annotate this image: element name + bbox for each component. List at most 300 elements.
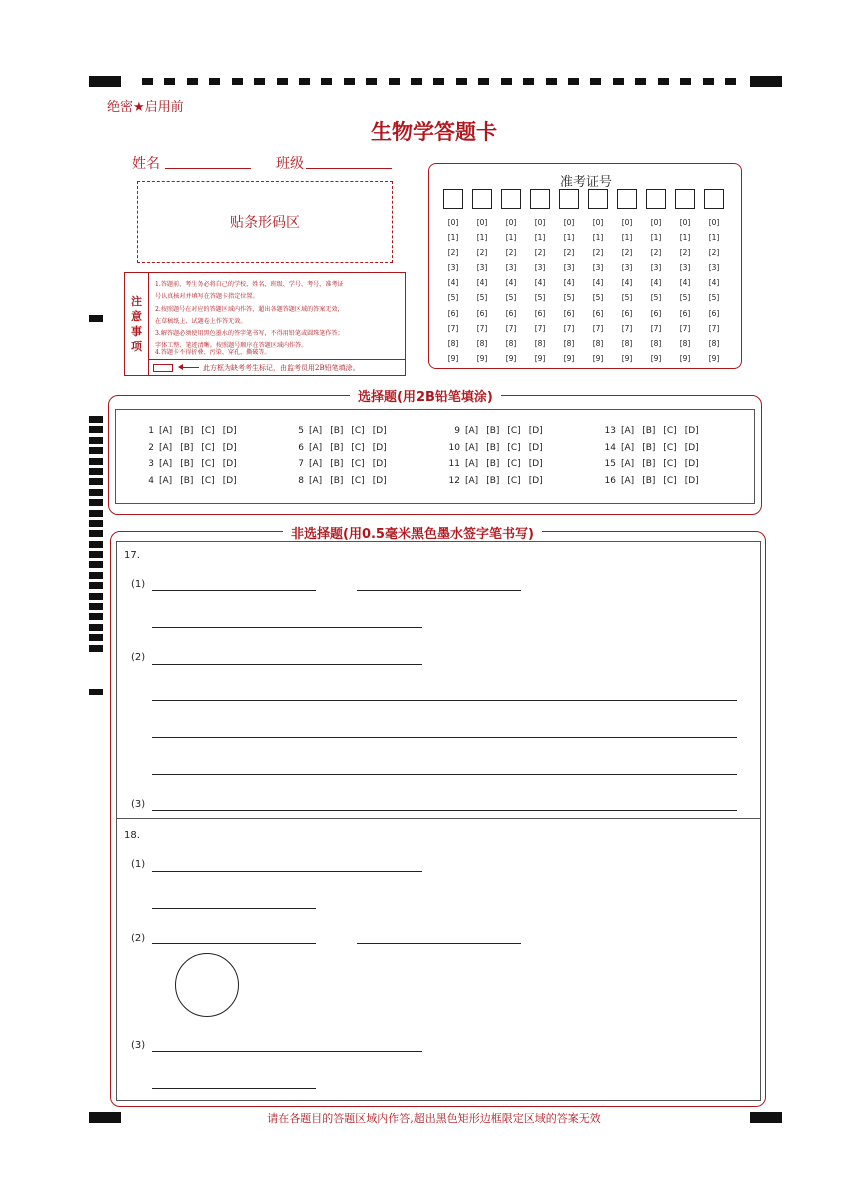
exam-id-digit-bubble[interactable]: [9] bbox=[650, 353, 662, 363]
exam-id-digit-bubble[interactable]: [2] bbox=[534, 248, 546, 258]
mc-question-number: 2 bbox=[148, 443, 154, 453]
page-title: 生物学答题卡 bbox=[371, 120, 497, 144]
notice-line: 字体工整、笔迹清晰。按照题号顺序在答题区域内作答。 bbox=[155, 342, 308, 350]
exam-id-digit-bubble[interactable]: [6] bbox=[476, 308, 488, 318]
side-timing-mark bbox=[89, 582, 103, 589]
exam-id-digit-bubble[interactable]: [4] bbox=[476, 278, 488, 288]
side-timing-mark bbox=[89, 489, 103, 496]
mc-option-bubble[interactable]: [B] bbox=[642, 476, 656, 486]
exam-id-digit-bubble[interactable]: [1] bbox=[476, 233, 488, 243]
mc-option-bubble[interactable]: [B] bbox=[330, 426, 344, 436]
exam-id-digit-bubble[interactable]: [1] bbox=[534, 233, 546, 243]
mc-option-bubble[interactable]: [B] bbox=[330, 476, 344, 486]
exam-id-digit-bubble[interactable]: [6] bbox=[447, 308, 459, 318]
exam-id-digit-bubble[interactable]: [9] bbox=[447, 353, 459, 363]
timing-dash bbox=[546, 78, 557, 85]
timing-dash bbox=[725, 78, 736, 85]
mc-option-bubble[interactable]: [A] bbox=[621, 443, 635, 453]
mc-option-bubble[interactable]: [D] bbox=[372, 459, 387, 469]
mc-option-bubble[interactable]: [B] bbox=[486, 443, 500, 453]
mc-option-bubble[interactable]: [C] bbox=[201, 459, 215, 469]
exam-id-digit-bubble[interactable]: [0] bbox=[679, 218, 691, 227]
timing-track-top bbox=[142, 78, 736, 85]
mc-option-bubble[interactable]: [D] bbox=[528, 459, 543, 469]
exam-id-digit-bubble[interactable]: [6] bbox=[679, 308, 691, 318]
mc-option-bubble[interactable]: [C] bbox=[201, 426, 215, 436]
mc-option-bubble[interactable]: [D] bbox=[372, 443, 387, 453]
exam-id-digit-bubble[interactable]: [1] bbox=[447, 233, 459, 243]
notice-text bbox=[155, 279, 403, 353]
mc-option-bubble[interactable]: [C] bbox=[351, 459, 365, 469]
mc-option-bubble[interactable]: [A] bbox=[309, 459, 323, 469]
exam-id-column bbox=[501, 189, 521, 366]
corner-mark-top-left bbox=[89, 76, 121, 87]
mc-option-bubble[interactable]: [C] bbox=[663, 426, 677, 436]
timing-dash bbox=[456, 78, 467, 85]
mc-option-bubble[interactable]: [C] bbox=[663, 459, 677, 469]
exam-id-digit-bubble[interactable]: [8] bbox=[708, 338, 720, 348]
exam-id-digit-bubble[interactable]: [7] bbox=[679, 323, 691, 333]
timing-dash bbox=[703, 78, 714, 85]
exam-id-digit-bubble[interactable]: [5] bbox=[534, 293, 546, 303]
confidential-label: 绝密★启用前 bbox=[107, 100, 184, 115]
exam-id-digit-bubble[interactable]: [5] bbox=[708, 293, 720, 303]
timing-dash bbox=[232, 78, 243, 85]
side-timing-mark bbox=[89, 572, 103, 579]
class-label: 班级 bbox=[276, 156, 304, 172]
mc-question-number: 9 bbox=[454, 426, 460, 436]
exam-id-column bbox=[588, 189, 608, 366]
exam-id-digit-bubble[interactable]: [5] bbox=[679, 293, 691, 303]
exam-id-digit-bubble[interactable]: [4] bbox=[592, 278, 604, 288]
notice-line: 1.答题前，考生务必将自己的学校、姓名、班级、学号、考号、准考证 bbox=[155, 281, 344, 288]
exam-id-digit-bubble[interactable]: [4] bbox=[621, 278, 633, 288]
mc-option-bubble[interactable]: [A] bbox=[159, 443, 173, 453]
exam-id-digit-bubble[interactable]: [6] bbox=[621, 308, 633, 318]
answer-line[interactable] bbox=[152, 871, 422, 872]
exam-id-digit-bubble[interactable]: [4] bbox=[679, 278, 691, 288]
timing-dash bbox=[680, 78, 691, 85]
mc-question-row bbox=[288, 459, 395, 469]
mc-question-number: 6 bbox=[298, 443, 304, 453]
exam-id-digit-bubble[interactable]: [3] bbox=[679, 263, 691, 273]
timing-dash bbox=[635, 78, 646, 85]
exam-id-digit-bubble[interactable]: [9] bbox=[592, 353, 604, 363]
exam-id-digit-bubble[interactable]: [3] bbox=[592, 263, 604, 273]
notice-heading-char: 项 bbox=[131, 340, 142, 353]
exam-id-digit-bubble[interactable]: [5] bbox=[621, 293, 633, 303]
mc-option-bubble[interactable]: [A] bbox=[465, 443, 479, 453]
exam-id-box bbox=[428, 163, 742, 369]
side-timing-mark bbox=[89, 510, 103, 517]
mc-question-row bbox=[444, 476, 551, 486]
exam-id-digit-bubble[interactable]: [1] bbox=[708, 233, 720, 243]
side-mark bbox=[89, 315, 103, 322]
timing-dash bbox=[658, 78, 669, 85]
timing-dash bbox=[501, 78, 512, 85]
question-18-part-3: (3) bbox=[131, 1040, 146, 1051]
mc-question-row bbox=[288, 476, 395, 486]
exam-id-digit-bubble[interactable]: [4] bbox=[447, 278, 459, 288]
answer-line[interactable] bbox=[152, 1051, 422, 1052]
exam-id-digit-bubble[interactable]: [9] bbox=[679, 353, 691, 363]
exam-id-input-cell[interactable] bbox=[646, 189, 666, 209]
exam-id-grid bbox=[443, 189, 724, 366]
timing-dash bbox=[164, 78, 175, 85]
side-timing-mark bbox=[89, 530, 103, 537]
exam-id-digit-bubble[interactable]: [5] bbox=[505, 293, 517, 303]
exam-id-input-cell[interactable] bbox=[472, 189, 492, 209]
exam-id-column bbox=[472, 189, 492, 366]
exam-id-digit-bubble[interactable]: [7] bbox=[621, 323, 633, 333]
exam-id-digit-bubble[interactable]: [0] bbox=[563, 218, 575, 227]
mc-option-bubble[interactable]: [C] bbox=[201, 476, 215, 486]
side-timing-mark bbox=[89, 541, 103, 548]
absent-mark-text: 此方框为缺考考生标记，由监考员用2B铅笔填涂。 bbox=[203, 363, 360, 372]
notice-line: 4.答题卡不得折叠、污染、穿孔、撕破等。 bbox=[155, 349, 271, 356]
exam-id-column bbox=[704, 189, 724, 366]
exam-id-digit-bubble[interactable]: [2] bbox=[505, 248, 517, 258]
mc-option-bubble[interactable]: [D] bbox=[684, 459, 699, 469]
answer-line[interactable] bbox=[357, 590, 521, 591]
mc-option-bubble[interactable]: [C] bbox=[351, 426, 365, 436]
timing-dash bbox=[277, 78, 288, 85]
exam-id-digit-bubble[interactable]: [4] bbox=[534, 278, 546, 288]
side-timing-mark bbox=[89, 613, 103, 620]
mc-question-row bbox=[138, 426, 245, 436]
answer-line[interactable] bbox=[152, 810, 737, 811]
exam-id-digit-bubble[interactable]: [8] bbox=[650, 338, 662, 348]
free-response-area bbox=[116, 541, 761, 1101]
exam-id-digit-bubble[interactable]: [4] bbox=[708, 278, 720, 288]
answer-line[interactable] bbox=[357, 943, 521, 944]
exam-id-digit-bubble[interactable]: [0] bbox=[476, 218, 488, 227]
barcode-area bbox=[137, 181, 393, 263]
timing-dash bbox=[613, 78, 624, 85]
mc-option-bubble[interactable]: [A] bbox=[621, 476, 635, 486]
exam-id-digit-bubble[interactable]: [3] bbox=[650, 263, 662, 273]
exam-id-digit-bubble[interactable]: [8] bbox=[505, 338, 517, 348]
mc-option-bubble[interactable]: [B] bbox=[642, 443, 656, 453]
exam-id-digit-bubble[interactable]: [3] bbox=[621, 263, 633, 273]
mc-option-bubble[interactable]: [C] bbox=[351, 443, 365, 453]
exam-id-digit-bubble[interactable]: [9] bbox=[534, 353, 546, 363]
exam-id-digit-bubble[interactable]: [2] bbox=[650, 248, 662, 258]
exam-id-digit-bubble[interactable]: [7] bbox=[563, 323, 575, 333]
exam-id-digit-bubble[interactable]: [7] bbox=[708, 323, 720, 333]
timing-dash bbox=[187, 78, 198, 85]
exam-id-digit-bubble[interactable]: [1] bbox=[505, 233, 517, 243]
mc-option-bubble[interactable]: [A] bbox=[465, 476, 479, 486]
mc-option-bubble[interactable]: [A] bbox=[159, 476, 173, 486]
exam-id-digit-bubble[interactable]: [8] bbox=[621, 338, 633, 348]
exam-id-digit-bubble[interactable]: [4] bbox=[650, 278, 662, 288]
exam-id-digit-bubble[interactable]: [0] bbox=[447, 218, 459, 227]
question-17-part-3: (3) bbox=[131, 799, 146, 810]
mc-option-bubble[interactable]: [D] bbox=[222, 476, 237, 486]
timing-dash bbox=[299, 78, 310, 85]
mc-option-bubble[interactable]: [A] bbox=[309, 426, 323, 436]
answer-line[interactable] bbox=[152, 1088, 316, 1089]
exam-id-digit-bubble[interactable]: [8] bbox=[476, 338, 488, 348]
mc-option-bubble[interactable]: [B] bbox=[180, 426, 194, 436]
side-timing-mark bbox=[89, 426, 103, 433]
mc-option-bubble[interactable]: [A] bbox=[465, 459, 479, 469]
timing-dash bbox=[321, 78, 332, 85]
notice-line: 号认真核对并填写在答题卡指定位置。 bbox=[155, 293, 259, 301]
mc-option-bubble[interactable]: [B] bbox=[330, 459, 344, 469]
mc-option-bubble[interactable]: [D] bbox=[528, 426, 543, 436]
timing-dash bbox=[254, 78, 265, 85]
mc-option-bubble[interactable]: [A] bbox=[621, 459, 635, 469]
side-timing-mark bbox=[89, 561, 103, 568]
answer-line[interactable] bbox=[152, 590, 316, 591]
exam-id-digit-bubble[interactable]: [2] bbox=[476, 248, 488, 258]
arrow-left-icon bbox=[179, 367, 199, 368]
exam-id-digit-bubble[interactable]: [0] bbox=[534, 218, 546, 227]
side-mark bbox=[89, 689, 103, 695]
mc-option-bubble[interactable]: [A] bbox=[621, 426, 635, 436]
mc-option-bubble[interactable]: [D] bbox=[372, 426, 387, 436]
exam-id-digit-bubble[interactable]: [6] bbox=[592, 308, 604, 318]
exam-id-digit-bubble[interactable]: [2] bbox=[679, 248, 691, 258]
exam-id-digit-bubble[interactable]: [1] bbox=[592, 233, 604, 243]
timing-dash bbox=[590, 78, 601, 85]
exam-id-digit-bubble[interactable]: [0] bbox=[505, 218, 517, 227]
side-timing-mark bbox=[89, 468, 103, 475]
side-timing-mark bbox=[89, 634, 103, 641]
question-18-part-1: (1) bbox=[131, 859, 146, 870]
exam-id-digit-bubble[interactable]: [3] bbox=[505, 263, 517, 273]
class-field[interactable] bbox=[306, 168, 392, 169]
mc-option-bubble[interactable]: [B] bbox=[180, 443, 194, 453]
name-field[interactable] bbox=[165, 168, 251, 169]
exam-id-column bbox=[530, 189, 550, 366]
mc-option-bubble[interactable]: [C] bbox=[507, 426, 521, 436]
exam-id-digit-bubble[interactable]: [5] bbox=[650, 293, 662, 303]
mc-option-bubble[interactable]: [D] bbox=[222, 426, 237, 436]
mc-option-bubble[interactable]: [A] bbox=[309, 443, 323, 453]
side-timing-mark bbox=[89, 551, 103, 558]
timing-dash bbox=[568, 78, 579, 85]
answer-line[interactable] bbox=[152, 908, 316, 909]
exam-id-digit-bubble[interactable]: [7] bbox=[447, 323, 459, 333]
absent-mark-row bbox=[149, 359, 405, 375]
exam-id-digit-bubble[interactable]: [8] bbox=[592, 338, 604, 348]
exam-id-digit-bubble[interactable]: [5] bbox=[447, 293, 459, 303]
drawing-circle bbox=[175, 953, 239, 1017]
mc-question-row bbox=[444, 459, 551, 469]
mc-option-bubble[interactable]: [A] bbox=[159, 426, 173, 436]
exam-id-digit-bubble[interactable]: [2] bbox=[563, 248, 575, 258]
mc-option-bubble[interactable]: [B] bbox=[180, 459, 194, 469]
exam-id-digit-bubble[interactable]: [7] bbox=[534, 323, 546, 333]
mc-option-bubble[interactable]: [D] bbox=[684, 426, 699, 436]
timing-dash bbox=[523, 78, 534, 85]
notice-heading bbox=[125, 273, 149, 375]
mc-option-bubble[interactable]: [C] bbox=[663, 476, 677, 486]
exam-id-digit-bubble[interactable]: [0] bbox=[650, 218, 662, 227]
exam-id-digit-bubble[interactable]: [6] bbox=[563, 308, 575, 318]
exam-id-digit-bubble[interactable]: [8] bbox=[563, 338, 575, 348]
exam-id-digit-bubble[interactable]: [9] bbox=[708, 353, 720, 363]
exam-id-digit-bubble[interactable]: [6] bbox=[534, 308, 546, 318]
mc-option-bubble[interactable]: [B] bbox=[330, 443, 344, 453]
mc-option-bubble[interactable]: [B] bbox=[486, 459, 500, 469]
mc-question-row bbox=[600, 476, 707, 486]
mc-question-row bbox=[444, 426, 551, 436]
answer-line[interactable] bbox=[152, 627, 422, 628]
exam-id-column bbox=[617, 189, 637, 366]
mc-question-row bbox=[600, 443, 707, 453]
exam-id-digit-bubble[interactable]: [0] bbox=[708, 218, 720, 227]
mc-option-bubble[interactable]: [A] bbox=[465, 426, 479, 436]
mc-question-row bbox=[138, 443, 245, 453]
exam-id-input-cell[interactable] bbox=[704, 189, 724, 209]
mc-option-bubble[interactable]: [A] bbox=[309, 476, 323, 486]
corner-mark-top-right bbox=[750, 76, 782, 87]
mc-option-bubble[interactable]: [D] bbox=[528, 476, 543, 486]
exam-id-digit-bubble[interactable]: [0] bbox=[592, 218, 604, 227]
mc-question-number: 16 bbox=[604, 476, 616, 486]
side-timing-mark bbox=[89, 416, 103, 423]
exam-id-column bbox=[443, 189, 463, 366]
mc-option-bubble[interactable]: [D] bbox=[222, 459, 237, 469]
side-timing-mark bbox=[89, 624, 103, 631]
answer-line[interactable] bbox=[152, 700, 737, 701]
mc-option-bubble[interactable]: [C] bbox=[351, 476, 365, 486]
timing-dash bbox=[389, 78, 400, 85]
exam-id-digit-bubble[interactable]: [8] bbox=[447, 338, 459, 348]
exam-id-digit-bubble[interactable]: [5] bbox=[563, 293, 575, 303]
side-timing-mark bbox=[89, 593, 103, 600]
exam-id-digit-bubble[interactable]: [6] bbox=[708, 308, 720, 318]
exam-id-input-cell[interactable] bbox=[443, 189, 463, 209]
exam-id-digit-bubble[interactable]: [2] bbox=[621, 248, 633, 258]
exam-id-digit-bubble[interactable]: [2] bbox=[592, 248, 604, 258]
exam-id-digit-bubble[interactable]: [9] bbox=[505, 353, 517, 363]
answer-line[interactable] bbox=[152, 774, 737, 775]
exam-id-title: 准考证号 bbox=[559, 175, 612, 190]
exam-id-digit-bubble[interactable]: [4] bbox=[505, 278, 517, 288]
mc-option-bubble[interactable]: [D] bbox=[222, 443, 237, 453]
mc-option-bubble[interactable]: [C] bbox=[663, 443, 677, 453]
exam-id-digit-bubble[interactable]: [2] bbox=[447, 248, 459, 258]
exam-id-input-cell[interactable] bbox=[588, 189, 608, 209]
mc-question-number: 8 bbox=[298, 476, 304, 486]
mc-option-bubble[interactable]: [D] bbox=[528, 443, 543, 453]
exam-id-input-cell[interactable] bbox=[675, 189, 695, 209]
mc-option-bubble[interactable]: [C] bbox=[507, 443, 521, 453]
exam-id-digit-bubble[interactable]: [1] bbox=[563, 233, 575, 243]
exam-id-digit-bubble[interactable]: [1] bbox=[621, 233, 633, 243]
exam-id-digit-bubble[interactable]: [3] bbox=[563, 263, 575, 273]
answer-line[interactable] bbox=[152, 664, 422, 665]
absent-mark-box[interactable] bbox=[153, 364, 173, 372]
exam-id-digit-bubble[interactable]: [9] bbox=[621, 353, 633, 363]
side-timing-mark bbox=[89, 499, 103, 506]
exam-id-input-cell[interactable] bbox=[530, 189, 550, 209]
mc-question-number: 4 bbox=[148, 476, 154, 486]
exam-id-digit-bubble[interactable]: [5] bbox=[592, 293, 604, 303]
exam-id-digit-bubble[interactable]: [1] bbox=[679, 233, 691, 243]
exam-id-digit-bubble[interactable]: [9] bbox=[476, 353, 488, 363]
exam-id-digit-bubble[interactable]: [8] bbox=[679, 338, 691, 348]
mc-option-bubble[interactable]: [B] bbox=[180, 476, 194, 486]
mc-question-number: 12 bbox=[448, 476, 460, 486]
question-18-part-2: (2) bbox=[131, 933, 146, 944]
name-label: 姓名 bbox=[132, 156, 160, 172]
mc-question-number: 10 bbox=[448, 443, 460, 453]
mc-question-number: 11 bbox=[448, 459, 460, 469]
question-17-part-2: (2) bbox=[131, 652, 146, 663]
mc-option-bubble[interactable]: [C] bbox=[507, 459, 521, 469]
timing-dash bbox=[142, 78, 153, 85]
exam-id-digit-bubble[interactable]: [9] bbox=[563, 353, 575, 363]
mc-option-bubble[interactable]: [B] bbox=[486, 426, 500, 436]
exam-id-digit-bubble[interactable]: [8] bbox=[534, 338, 546, 348]
mc-option-bubble[interactable]: [B] bbox=[642, 459, 656, 469]
question-17-number: 17. bbox=[124, 550, 140, 561]
exam-id-input-cell[interactable] bbox=[559, 189, 579, 209]
exam-id-digit-bubble[interactable]: [2] bbox=[708, 248, 720, 258]
exam-id-input-cell[interactable] bbox=[617, 189, 637, 209]
answer-line[interactable] bbox=[152, 737, 737, 738]
exam-id-digit-bubble[interactable]: [3] bbox=[708, 263, 720, 273]
exam-id-digit-bubble[interactable]: [3] bbox=[447, 263, 459, 273]
notice-line: 在草稿纸上、试题卷上作答无效。 bbox=[155, 317, 247, 325]
side-timing-mark bbox=[89, 645, 103, 652]
notice-text-last bbox=[155, 347, 403, 359]
exam-id-digit-bubble[interactable]: [7] bbox=[476, 323, 488, 333]
mc-option-bubble[interactable]: [B] bbox=[486, 476, 500, 486]
exam-id-digit-bubble[interactable]: [5] bbox=[476, 293, 488, 303]
mc-question-number: 15 bbox=[604, 459, 616, 469]
mc-option-bubble[interactable]: [C] bbox=[201, 443, 215, 453]
question-17-part-1: (1) bbox=[131, 579, 146, 590]
exam-id-digit-bubble[interactable]: [7] bbox=[650, 323, 662, 333]
mc-option-bubble[interactable]: [D] bbox=[372, 476, 387, 486]
exam-id-digit-bubble[interactable]: [4] bbox=[563, 278, 575, 288]
question-18-number: 18. bbox=[124, 830, 140, 841]
side-timing-mark bbox=[89, 603, 103, 610]
mc-option-bubble[interactable]: [D] bbox=[684, 476, 699, 486]
mc-question-number: 14 bbox=[604, 443, 616, 453]
exam-id-digit-bubble[interactable]: [3] bbox=[476, 263, 488, 273]
mc-option-bubble[interactable]: [D] bbox=[684, 443, 699, 453]
notice-box bbox=[124, 272, 406, 376]
answer-line[interactable] bbox=[152, 943, 316, 944]
mc-question-row bbox=[600, 459, 707, 469]
exam-id-digit-bubble[interactable]: [7] bbox=[592, 323, 604, 333]
exam-id-digit-bubble[interactable]: [1] bbox=[650, 233, 662, 243]
exam-id-digit-bubble[interactable]: [3] bbox=[534, 263, 546, 273]
notice-heading-char: 事 bbox=[131, 325, 142, 338]
exam-id-input-cell[interactable] bbox=[501, 189, 521, 209]
exam-id-digit-bubble[interactable]: [0] bbox=[621, 218, 633, 227]
timing-dash bbox=[433, 78, 444, 85]
mc-option-bubble[interactable]: [C] bbox=[507, 476, 521, 486]
exam-id-digit-bubble[interactable]: [6] bbox=[505, 308, 517, 318]
mc-option-bubble[interactable]: [A] bbox=[159, 459, 173, 469]
mc-option-bubble[interactable]: [B] bbox=[642, 426, 656, 436]
mc-question-number: 3 bbox=[148, 459, 154, 469]
exam-id-column bbox=[646, 189, 666, 366]
exam-id-digit-bubble[interactable]: [6] bbox=[650, 308, 662, 318]
mc-question-row bbox=[444, 443, 551, 453]
exam-id-digit-bubble[interactable]: [7] bbox=[505, 323, 517, 333]
mc-question-row bbox=[600, 426, 707, 436]
